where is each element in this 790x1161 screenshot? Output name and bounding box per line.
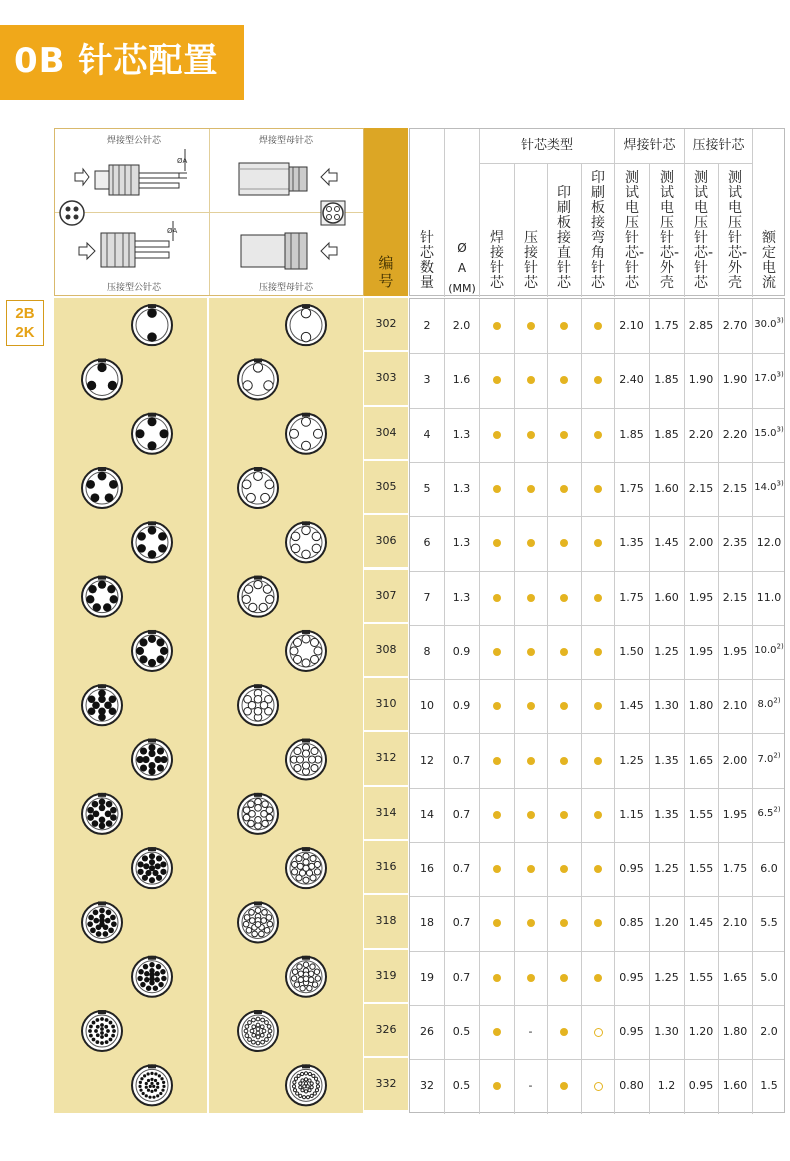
type-dot	[493, 376, 501, 384]
male-pin-layout	[132, 956, 172, 997]
type-dot	[527, 702, 535, 710]
type-dot	[493, 485, 501, 493]
current-cell: 12.0	[756, 536, 782, 550]
type-dot	[594, 702, 602, 710]
current-value: 30.0	[754, 319, 777, 331]
voltage-cell: 0.95	[619, 862, 644, 876]
voltage-cell: 2.00	[688, 536, 714, 550]
voltage-cell: 1.80	[722, 1025, 748, 1039]
voltage-cell: 1.95	[688, 590, 714, 604]
type-dot	[560, 974, 568, 982]
voltage-cell: 1.75	[654, 319, 679, 333]
row-code: 319	[364, 950, 408, 1004]
current-cell: 5.5	[760, 916, 778, 930]
current-cell: 1.5	[760, 1079, 778, 1093]
caption-solder-male: 焊接型公针芯	[107, 136, 162, 146]
current-footnote: 3)	[776, 316, 784, 325]
pin-count-header: 针芯数量	[420, 230, 434, 291]
pin-count-cell: 2	[423, 319, 431, 333]
voltage-cell: 0.95	[619, 1025, 644, 1039]
diameter-cell: 0.7	[452, 862, 471, 876]
male-pin-layout	[82, 467, 122, 508]
voltage-col-header: 测试电压针芯-外壳	[660, 170, 680, 291]
pin-count-cell: 7	[423, 590, 431, 604]
solder-pin-header: 焊接针芯	[623, 138, 676, 153]
voltage-cell: 0.95	[688, 1079, 714, 1093]
current-value: 14.0	[754, 482, 777, 494]
voltage-cell: 1.2	[657, 1079, 676, 1093]
type-dot	[560, 485, 568, 493]
current-value: 7.0	[757, 753, 774, 765]
row-code: 308	[364, 624, 408, 678]
voltage-cell: 2.10	[619, 319, 644, 333]
voltage-cell: 1.95	[722, 807, 748, 821]
type-dot	[594, 322, 602, 330]
row-code: 332	[364, 1058, 408, 1112]
type-hollow-dot	[594, 1028, 603, 1037]
diameter-cell: 1.3	[452, 427, 471, 441]
type-dot	[527, 594, 535, 602]
current-footnote: 3)	[776, 371, 784, 380]
female-pin-layout	[286, 304, 326, 345]
current-value: 15.0	[754, 427, 777, 439]
voltage-cell: 1.25	[654, 970, 679, 984]
pin-count-cell: 14	[420, 807, 434, 821]
crimp-female-drawing	[241, 233, 337, 269]
current-cell	[752, 751, 786, 765]
type-dot	[493, 431, 501, 439]
row-code: 307	[364, 570, 408, 624]
voltage-cell: 1.30	[654, 699, 679, 713]
type-dot	[493, 1028, 501, 1036]
type-dot	[560, 376, 568, 384]
type-dot	[493, 648, 501, 656]
type-dot	[560, 322, 568, 330]
male-pin-layout	[132, 739, 172, 780]
type-dot	[493, 865, 501, 873]
diameter-cell: 1.3	[452, 482, 471, 496]
diameter-cell: 1.3	[452, 590, 471, 604]
current-value: 8.0	[757, 699, 774, 711]
type-dot	[493, 539, 501, 547]
caption-crimp-female: 压接型母针芯	[259, 283, 314, 293]
current-cell	[752, 805, 786, 819]
type-dot	[560, 431, 568, 439]
voltage-cell: 2.35	[722, 536, 748, 550]
page-title: 0B 针芯配置	[14, 41, 219, 81]
female-pin-layout	[238, 901, 278, 942]
voltage-cell: 1.45	[688, 916, 714, 930]
voltage-cell: 1.95	[722, 644, 748, 658]
type-dot	[493, 811, 501, 819]
type-dot	[493, 757, 501, 765]
pin-count-cell: 10	[420, 699, 434, 713]
code-header-label: 编号	[378, 254, 394, 290]
type-dot	[594, 811, 602, 819]
voltage-cell: 1.45	[654, 536, 679, 550]
diameter-header-unit: (MM)	[448, 282, 476, 295]
type-col-header: 印刷板接直针芯	[557, 185, 571, 291]
type-dot	[594, 919, 602, 927]
diameter-cell: 0.7	[452, 753, 471, 767]
dim-label: ØA	[177, 157, 188, 165]
diameter-cell: 0.7	[452, 916, 471, 930]
type-dot	[594, 539, 602, 547]
voltage-cell: 1.60	[654, 482, 679, 496]
male-pin-layout	[82, 576, 122, 617]
voltage-cell: 2.10	[722, 699, 748, 713]
male-pin-layout	[132, 847, 172, 888]
type-dot	[527, 919, 535, 927]
series-label	[6, 300, 44, 346]
type-dot	[527, 648, 535, 656]
type-dot	[560, 539, 568, 547]
voltage-cell: 2.85	[688, 319, 714, 333]
pin-type-header: 针芯类型	[520, 138, 573, 153]
voltage-cell: 1.75	[619, 590, 644, 604]
voltage-cell: 1.65	[722, 970, 748, 984]
voltage-cell: 1.75	[722, 862, 748, 876]
type-dot	[594, 865, 602, 873]
row-code: 316	[364, 841, 408, 895]
series-label-line2: 2K	[15, 324, 35, 341]
type-dot	[527, 539, 535, 547]
voltage-cell: 1.85	[654, 373, 679, 387]
male-pin-layout	[132, 630, 172, 671]
pin-count-cell: 18	[420, 916, 434, 930]
type-dash: -	[528, 1079, 533, 1093]
caption-crimp-male: 压接型公针芯	[107, 283, 162, 293]
type-dot	[560, 594, 568, 602]
current-cell	[752, 642, 786, 656]
diameter-cell: 2.0	[452, 319, 471, 333]
male-pin-layout	[82, 358, 122, 399]
type-dot	[560, 702, 568, 710]
type-dot	[527, 322, 535, 330]
voltage-cell: 1.85	[654, 427, 679, 441]
crimp-pin-header: 压接针芯	[692, 138, 745, 153]
voltage-cell: 1.55	[688, 970, 714, 984]
male-pin-layout	[132, 1064, 172, 1105]
male-pin-layout	[82, 684, 122, 725]
type-dot	[560, 919, 568, 927]
current-footnote: 2)	[773, 696, 781, 705]
voltage-cell: 2.20	[722, 427, 748, 441]
type-dot	[594, 974, 602, 982]
female-pin-layout	[286, 739, 326, 780]
female-pin-layout	[238, 793, 278, 834]
row-code: 305	[364, 461, 408, 515]
female-pin-layout	[238, 358, 278, 399]
female-pin-layout	[238, 576, 278, 617]
voltage-cell: 2.70	[722, 319, 748, 333]
pin-count-cell: 4	[423, 427, 431, 441]
current-cell	[752, 479, 786, 494]
current-cell: 6.0	[760, 862, 778, 876]
male-pin-layout	[132, 413, 172, 454]
current-header: 额定电流	[762, 230, 776, 291]
type-dot	[594, 431, 602, 439]
voltage-cell: 2.10	[722, 916, 748, 930]
voltage-col-header: 测试电压针芯-针芯	[625, 170, 645, 291]
type-dot	[560, 1028, 568, 1036]
voltage-cell: 1.60	[654, 590, 679, 604]
type-col-header: 焊接针芯	[490, 230, 504, 291]
voltage-cell: 1.50	[619, 644, 644, 658]
diameter-cell: 0.9	[452, 699, 471, 713]
voltage-cell: 1.80	[688, 699, 714, 713]
voltage-cell: 2.15	[722, 590, 748, 604]
type-col-header: 压接针芯	[524, 230, 538, 291]
voltage-cell: 0.80	[619, 1079, 644, 1093]
voltage-cell: 1.65	[688, 753, 714, 767]
voltage-cell: 1.75	[619, 482, 644, 496]
voltage-cell: 1.60	[722, 1079, 748, 1093]
current-value: 10.0	[754, 644, 777, 656]
type-dot	[560, 648, 568, 656]
current-footnote: 3)	[776, 425, 784, 434]
voltage-cell: 1.85	[619, 427, 644, 441]
dim-label: ØA	[167, 227, 178, 235]
type-dot	[493, 919, 501, 927]
row-code: 312	[364, 732, 408, 786]
female-pin-layout	[286, 521, 326, 562]
voltage-cell: 0.85	[619, 916, 644, 930]
current-cell	[752, 373, 786, 384]
type-dot	[594, 757, 602, 765]
diameter-header-symbol: Ø	[457, 241, 467, 255]
voltage-cell: 1.35	[654, 807, 679, 821]
type-dot	[594, 594, 602, 602]
voltage-cell: 1.15	[619, 807, 644, 821]
type-dot	[527, 811, 535, 819]
pin-count-cell: 19	[420, 970, 434, 984]
diameter-cell: 0.5	[452, 1079, 471, 1093]
pin-count-cell: 32	[420, 1079, 434, 1093]
series-label-line1: 2B	[15, 305, 35, 322]
male-pin-layout	[132, 304, 172, 345]
row-code: 314	[364, 787, 408, 841]
connector-type-diagram	[54, 128, 364, 296]
voltage-cell: 1.45	[619, 699, 644, 713]
diameter-cell: 1.6	[452, 373, 471, 387]
row-code: 310	[364, 678, 408, 732]
pin-count-cell: 3	[423, 373, 431, 387]
male-pin-layout	[132, 521, 172, 562]
female-pin-layout	[286, 630, 326, 671]
voltage-cell: 1.55	[688, 807, 714, 821]
pin-layout-drawings	[54, 298, 363, 1113]
row-code: 303	[364, 352, 408, 406]
solder-female-drawing	[239, 163, 345, 225]
current-footnote: 2)	[773, 751, 781, 760]
type-dot	[493, 702, 501, 710]
current-cell: 5.0	[760, 970, 778, 984]
table-header	[409, 128, 785, 296]
voltage-cell: 1.30	[654, 1025, 679, 1039]
current-value: 17.0	[754, 373, 777, 385]
voltage-cell: 0.95	[619, 970, 644, 984]
voltage-cell: 1.20	[688, 1025, 714, 1039]
voltage-cell: 1.55	[688, 862, 714, 876]
type-col-header: 印刷板接弯角针芯	[591, 170, 605, 291]
current-cell: 11.0	[756, 590, 782, 604]
type-dot	[527, 974, 535, 982]
female-pin-layout	[286, 1064, 326, 1105]
row-code: 302	[364, 298, 408, 352]
diameter-header-a: A	[457, 261, 467, 275]
female-pin-layout	[286, 847, 326, 888]
voltage-col-header: 测试电压针芯-外壳	[728, 170, 748, 291]
type-dot	[493, 594, 501, 602]
pin-count-cell: 26	[420, 1025, 434, 1039]
pin-count-cell: 6	[423, 536, 431, 550]
voltage-cell: 1.25	[654, 862, 679, 876]
crimp-male-drawing	[79, 221, 173, 267]
row-code: 326	[364, 1004, 408, 1058]
voltage-cell: 1.90	[722, 373, 748, 387]
type-dot	[594, 648, 602, 656]
diameter-cell: 0.7	[452, 807, 471, 821]
caption-solder-female: 焊接型母针芯	[259, 136, 314, 146]
type-dot	[560, 811, 568, 819]
row-code: 318	[364, 895, 408, 949]
voltage-cell: 2.00	[722, 753, 748, 767]
diameter-cell: 0.5	[452, 1025, 471, 1039]
current-footnote: 2)	[776, 642, 784, 651]
type-dot	[527, 485, 535, 493]
diameter-cell: 1.3	[452, 536, 471, 550]
voltage-cell: 1.90	[688, 373, 714, 387]
male-pin-layout	[82, 1010, 122, 1051]
current-footnote: 2)	[773, 805, 781, 814]
current-value: 6.5	[757, 807, 774, 819]
voltage-cell: 2.15	[688, 482, 714, 496]
pin-count-cell: 12	[420, 753, 434, 767]
type-dot	[560, 757, 568, 765]
row-code: 306	[364, 515, 408, 569]
voltage-cell: 1.35	[619, 536, 644, 550]
spec-table-body	[409, 298, 785, 1113]
type-dot	[594, 376, 602, 384]
type-dot	[527, 757, 535, 765]
solder-male-drawing	[60, 149, 187, 225]
current-footnote: 3)	[776, 479, 784, 488]
type-dot	[560, 1082, 568, 1090]
voltage-cell: 1.95	[688, 644, 714, 658]
current-cell	[752, 425, 786, 439]
current-cell	[752, 316, 786, 331]
pin-count-cell: 16	[420, 862, 434, 876]
current-cell	[752, 696, 786, 711]
type-dot	[527, 431, 535, 439]
current-cell: 2.0	[760, 1025, 778, 1039]
female-pin-layout	[238, 684, 278, 725]
female-pin-layout	[286, 956, 326, 997]
type-dot	[493, 322, 501, 330]
voltage-cell: 1.35	[654, 753, 679, 767]
voltage-cell: 1.25	[619, 753, 644, 767]
voltage-col-header: 测试电压针芯-针芯	[694, 170, 714, 291]
connector-drawings	[55, 129, 363, 295]
type-dot	[527, 376, 535, 384]
voltage-cell: 2.20	[688, 427, 714, 441]
title-banner	[0, 25, 244, 100]
diameter-cell: 0.9	[452, 644, 471, 658]
voltage-cell: 1.25	[654, 644, 679, 658]
voltage-cell: 1.20	[654, 916, 679, 930]
male-pin-layout	[82, 793, 122, 834]
female-pin-layout	[238, 1010, 278, 1051]
type-dash: -	[528, 1025, 533, 1039]
type-dot	[527, 865, 535, 873]
type-dot	[493, 1082, 501, 1090]
type-hollow-dot	[594, 1082, 603, 1091]
type-dot	[493, 974, 501, 982]
voltage-cell: 2.15	[722, 482, 748, 496]
female-pin-layout	[286, 413, 326, 454]
voltage-cell: 2.40	[619, 373, 644, 387]
row-code: 304	[364, 407, 408, 461]
type-dot	[560, 865, 568, 873]
male-pin-layout	[82, 901, 122, 942]
female-pin-layout	[238, 467, 278, 508]
diameter-cell: 0.7	[452, 970, 471, 984]
code-column-header	[364, 128, 408, 296]
pin-count-cell: 8	[423, 644, 431, 658]
type-dot	[594, 485, 602, 493]
pin-count-cell: 5	[423, 482, 431, 496]
